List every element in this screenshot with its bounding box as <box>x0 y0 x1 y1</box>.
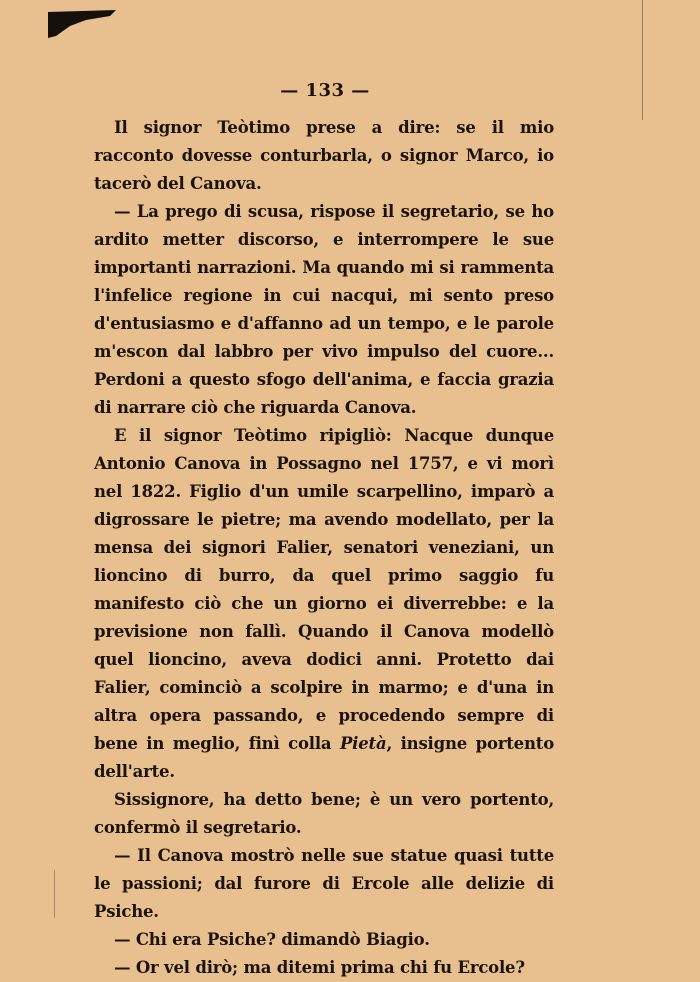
paragraph-3-text-end: , insigne portento dell'arte. <box>94 734 554 781</box>
paragraph-6: — Chi era Psiche? dimandò Biagio. <box>114 930 430 949</box>
page-number: — 133 — <box>280 80 370 101</box>
ink-blot-corner <box>48 6 118 38</box>
paragraph-1: Il signor Teòtimo prese a dire: se il mio racconto dovesse conturbarla, o signor Marco, io tacerò del Canova. <box>94 118 554 193</box>
paragraph-3 <box>94 422 554 786</box>
paragraph-5: — Il Canova mostrò nelle sue statue quasi tutte le passioni; dal furore di Ercole alle delizie di Psiche. <box>94 846 554 921</box>
paragraph-2: — La prego di scusa, rispose il segretario, se ho ardito metter discorso, e interrompere le sue importanti narrazioni. Ma quando mi si rammenta l'infelice regione in cui nacqui, mi sento preso d'entusiasmo e d'affanno ad un tempo, e le parole m'escon dal labbro per vivo impulso del cuore... Perdoni a questo sfogo dell'anima, e faccia grazia di narrare ciò che riguarda Canova. <box>94 202 554 417</box>
paragraph-7: — Or vel dirò; ma ditemi prima chi fu Ercole? <box>114 958 525 977</box>
paragraph-3-italic: Pietà <box>339 734 387 753</box>
margin-line-right <box>642 0 643 120</box>
paragraph-3-text: E il signor Teòtimo ripigliò: Nacque dunque Antonio Canova in Possagno nel 1757, e vi morì nel 1822. Figlio d'un umile scarpellino, imparò a digrossare le pietre; ma avendo modellato, per la mensa dei signori Falier, senatori veneziani, un lioncino di burro, da quel primo saggio fu manifesto ciò che un giorno ei diverrebbe: e la previsione non fallì. Quando il Canova modellò quel lioncino, aveva dodici anni. Protetto dai Falier, cominciò a scolpire in marmo; e d'una in altra opera passando, e procedendo sempre di bene in meglio, finì colla <box>94 426 554 753</box>
text-body <box>94 114 554 982</box>
margin-line-left <box>54 870 55 918</box>
paragraph-4: Sissignore, ha detto bene; è un vero portento, confermò il segretario. <box>94 790 554 837</box>
